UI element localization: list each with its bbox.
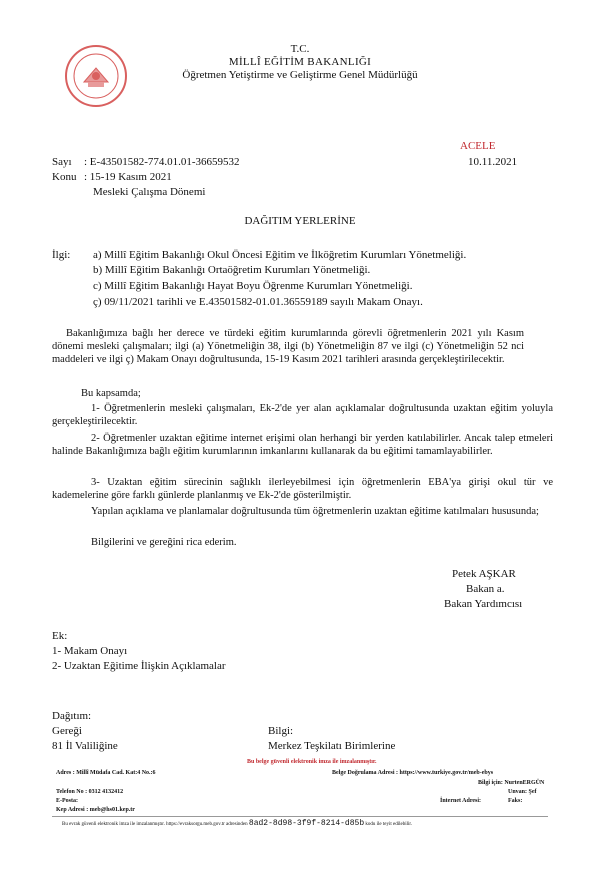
signature-title: Bakan Yardımcısı (444, 598, 523, 610)
konu-value-2: Mesleki Çalışma Dönemi (93, 186, 206, 198)
signature-name: Petek AŞKAR (452, 568, 516, 580)
ilgi-item: b) Millî Eğitim Bakanlığı Ortaöğretim Kurumları Yönetmeliği. (93, 264, 371, 276)
body-paragraph-5: 3- Uzaktan eğitim sürecinin sağlıklı ilerleyebilmesi için öğretmenlerin EBA'ya girişi okul tür ve kademelerine göre farklı günlerde planlanmış ve Ek-2'de gösterilmiştir. (52, 477, 553, 501)
ilgi-item: a) Millî Eğitim Bakanlığı Okul Öncesi Eğitim ve İlköğretim Kurumları Yönetmeliği. (93, 249, 467, 261)
footer-bottom-text: Bu evrak güvenli elektronik imza ile imzalanmıştır. https://evraksorgu.meb.gov.tr adresinden (62, 822, 248, 827)
footer-eposta: E-Posta: (56, 798, 78, 804)
header-tc: T.C. (290, 43, 310, 55)
sayi-value: : E-43501582-774.01.01-36659532 (84, 156, 240, 168)
sayi-label: Sayı (52, 156, 72, 168)
footer-address: Adres : Millî Müdafa Cad. Kat:4 No.:6 (56, 770, 156, 776)
distribution-left-value: 81 İl Valiliğine (52, 740, 118, 752)
attachment-item: 1- Makam Onayı (52, 645, 128, 657)
body-paragraph-6: Yapılan açıklama ve planlamalar doğrultusunda tüm öğretmenlerin uzaktan eğitime katılmaları hususunda; (91, 506, 539, 517)
footer-e-signed: Bu belge güvenli elektronik imza ile imzalanmıştır. (247, 759, 377, 765)
signature-line2: Bakan a. (466, 583, 505, 595)
ilgi-item: c) Millî Eğitim Bakanlığı Hayat Boyu Öğrenme Kurumları Yönetmeliği. (93, 280, 413, 292)
attachments-label: Ek: (52, 630, 68, 642)
footer-verify: Belge Doğrulama Adresi : https://www.turkiye.gov.tr/meb-ebys (332, 770, 494, 776)
distribution-right-value: Merkez Teşkilatı Birimlerine (268, 740, 396, 752)
footer-bottom-text-2: kodu ile teyit edilebilir. (365, 822, 413, 827)
footer-kep: Kep Adresi : meb@hs01.kep.tr (56, 807, 135, 813)
body-paragraph-4: 2- Öğretmenler uzaktan eğitime internet erişimi olan herhangi bir yerden katılabilirler. Ancak talep etmeleri halinde Bakanlığımıza bağlı eğitim kurumlarının imkanlarını kullanarak da bu eğitimi tamamlayabilirler. (52, 433, 553, 457)
body-paragraph-3: 1- Öğretmenlerin mesleki çalışmaları, Ek-2'de yer alan açıklamalar doğrultusunda uzaktan eğitim yoluyla gerçekleştirilecektir. (52, 403, 553, 427)
footer-verification-code: 8ad2-8d98-3f9f-8214-d85b (248, 819, 365, 828)
footer-phone: Telefon No : 0312 4132412 (56, 789, 124, 795)
body-paragraph-7: Bilgilerini ve gereğini rica ederim. (91, 537, 237, 548)
header-ministry: MİLLÎ EĞİTİM BAKANLIĞI (228, 56, 372, 68)
ilgi-item: ç) 09/11/2021 tarihli ve E.43501582-01.01.36559189 sayılı Makam Onayı. (93, 296, 423, 308)
document-date: 10.11.2021 (468, 156, 518, 168)
footer-role: Unvan: Şef (508, 789, 537, 795)
footer-fax: Faks: (508, 798, 523, 804)
attachment-item: 2- Uzaktan Eğitime İlişkin Açıklamalar (52, 660, 226, 672)
body-paragraph-2: Bu kapsamda; (81, 388, 141, 399)
ilgi-label: İlgi: (52, 249, 71, 261)
distribution-right-title: Bilgi: (268, 725, 294, 737)
footer-internet: İnternet Adresi: (440, 798, 482, 804)
footer-bottom-line (62, 820, 412, 828)
distribution-label: Dağıtım: (52, 710, 92, 722)
header-directorate: Öğretmen Yetiştirme ve Geliştirme Genel Müdürlüğü (182, 69, 418, 81)
konu-value: : 15-19 Kasım 2021 (84, 171, 172, 183)
konu-label: Konu (52, 171, 77, 183)
distribution-title: DAĞITIM YERLERİNE (244, 215, 356, 227)
urgency-label: ACELE (460, 140, 496, 152)
footer-info-person: Bilgi için: NurtenERGÜN (478, 780, 545, 786)
distribution-left-title: Gereği (52, 725, 82, 737)
body-paragraph-1: Bakanlığımıza bağlı her derece ve türdeki eğitim kurumlarında görevli öğretmenlerin 2021 yılı Kasım dönemi mesleki çalışmaları; ilgi (a) Yönetmeliğin 38, ilgi (b) Yönetmeliğin 87 ve ilgi (c) Yönetmeliğin 52 nci maddeleri ve ilgi ç) Makam Onayı doğrultusunda, 15-19 Kasım 2021 tarihleri arasında gerçekleştirilecektir. (52, 328, 524, 365)
footer-divider (52, 816, 548, 817)
